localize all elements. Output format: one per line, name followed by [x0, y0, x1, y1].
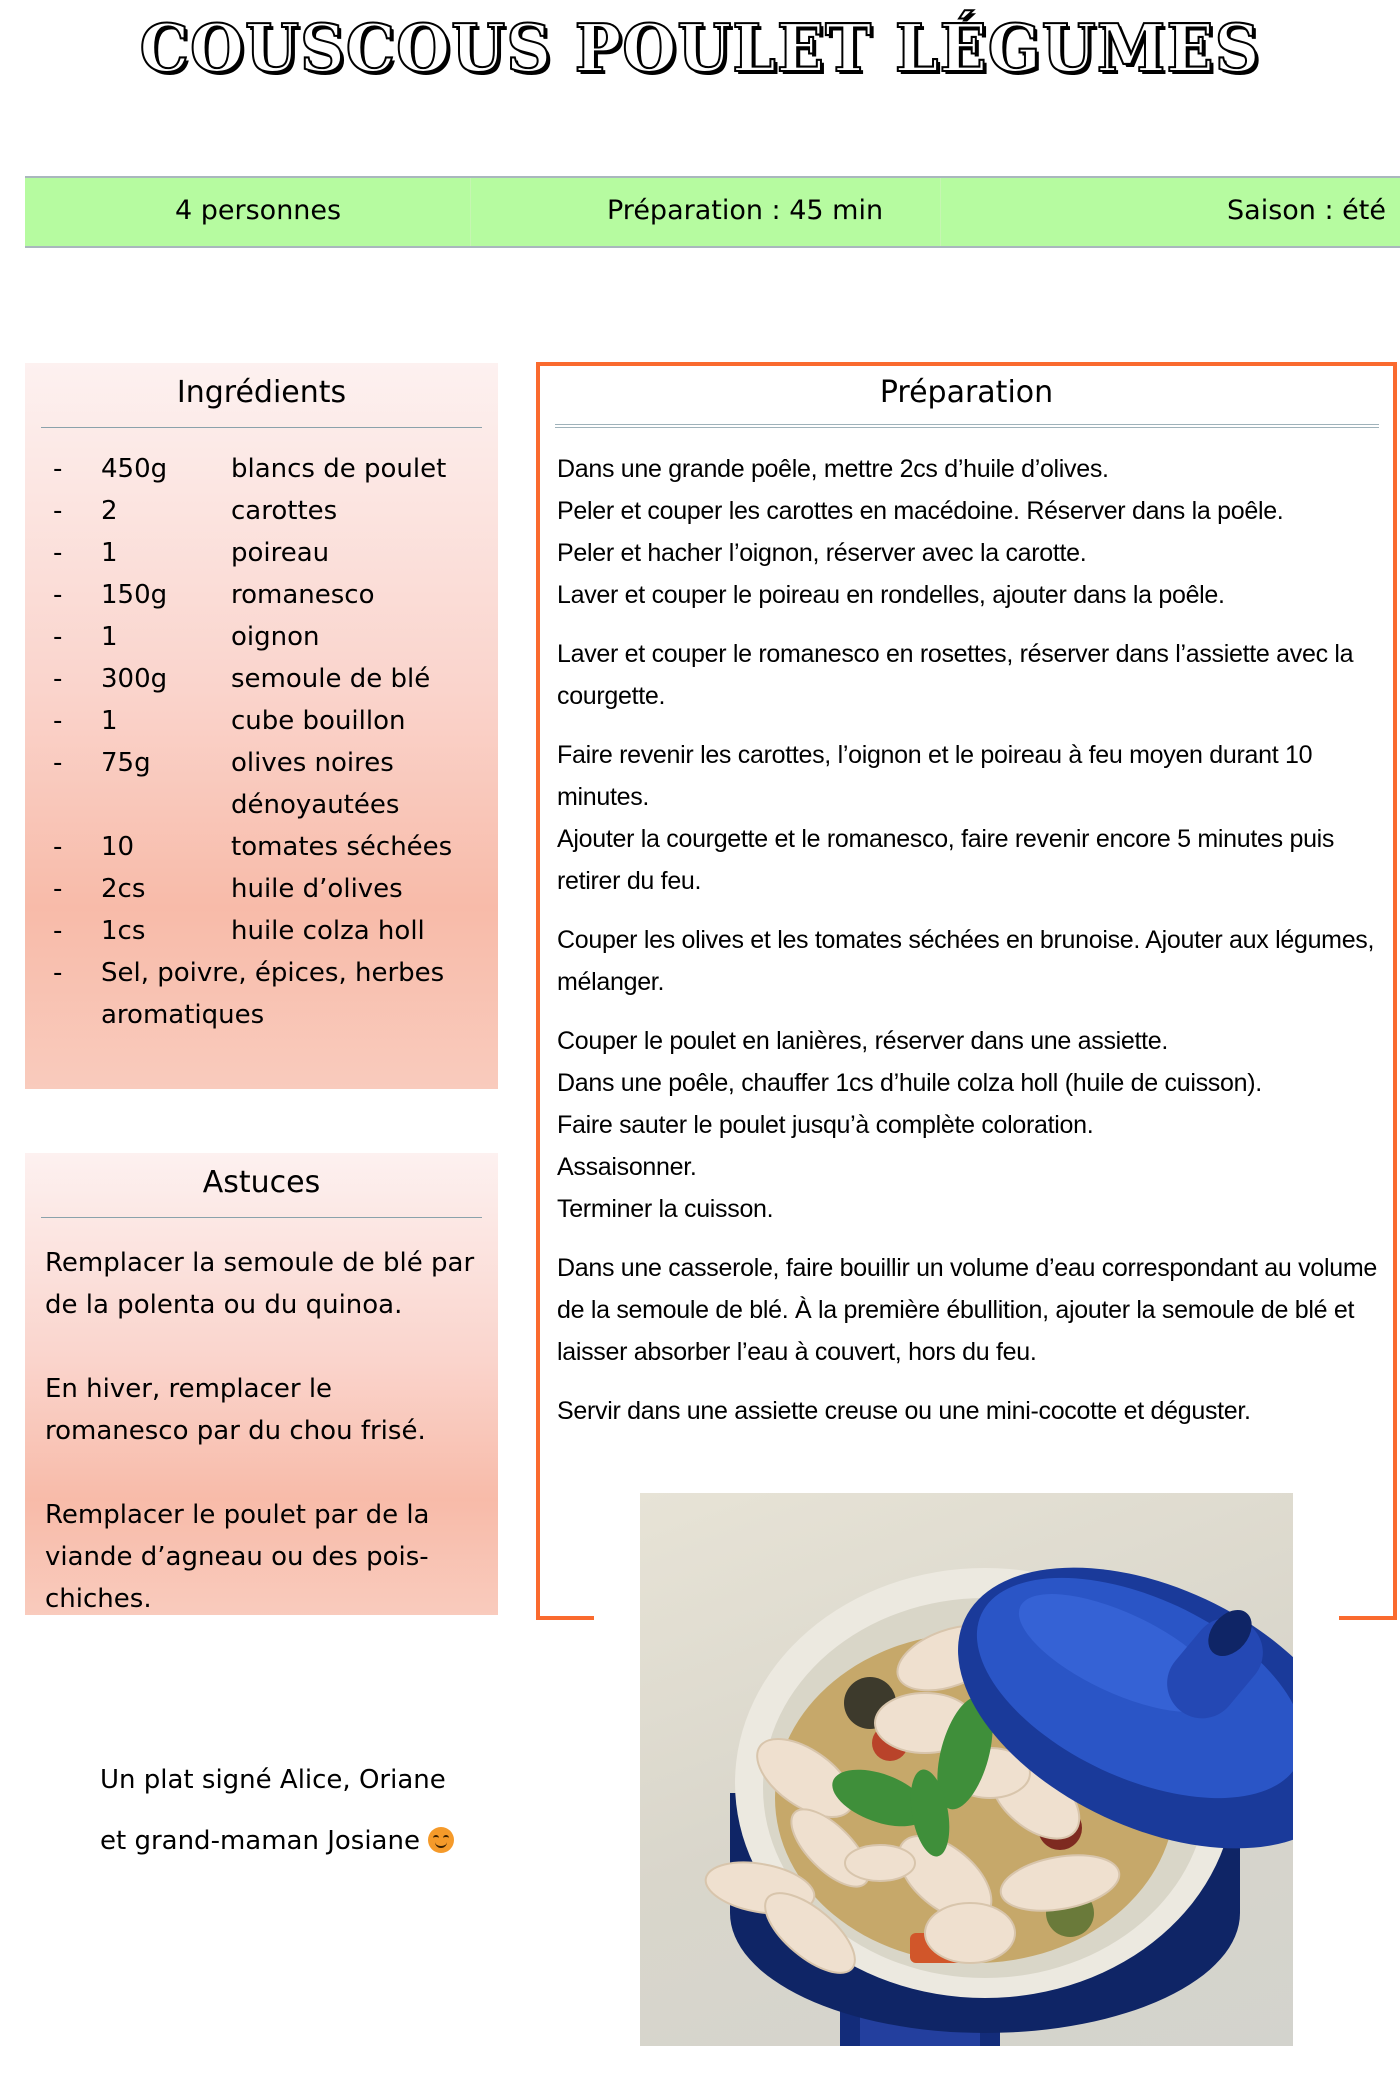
frame-bottom-left	[536, 1616, 594, 1620]
preparation-step: Dans une casserole, faire bouillir un volume d’eau correspondant au volume de la semoule de blé. À la première ébullition, ajouter la semoule de blé et laisser absorber l’eau à couvert, hors du feu.	[557, 1254, 1377, 1366]
info-divider	[470, 178, 471, 246]
ingredient-item	[25, 910, 498, 952]
tips-list	[25, 1218, 498, 1620]
ingredient-name: carottes	[231, 496, 338, 526]
preparation-step: Laver et couper le romanesco en rosettes, réserver dans l’assiette avec la courgette.	[557, 640, 1354, 710]
preparation-paragraph	[557, 734, 1387, 902]
preparation-step: Terminer la cuisson.	[557, 1195, 774, 1223]
ingredient-item	[25, 448, 498, 490]
preparation-step: Ajouter la courgette et le romanesco, faire revenir encore 5 minutes puis retirer du feu.	[557, 825, 1335, 895]
bullet-dash: -	[53, 496, 63, 526]
preparation-paragraph	[557, 919, 1387, 1003]
ingredient-item	[25, 868, 498, 910]
bullet-dash: -	[53, 748, 63, 778]
preparation-step: Assaisonner.	[557, 1153, 697, 1181]
smiling-face-icon	[428, 1827, 454, 1853]
ingredient-name: olives noires dénoyautées	[231, 748, 400, 820]
preparation-paragraph	[557, 1020, 1387, 1230]
divider	[555, 424, 1379, 428]
bullet-dash: -	[53, 580, 63, 610]
bullet-dash: -	[53, 832, 63, 862]
preparation-step: Dans une poêle, chauffer 1cs d’huile colza holl (huile de cuisson).	[557, 1069, 1262, 1097]
ingredient-quantity: 1	[101, 706, 118, 736]
ingredient-quantity: 150g	[101, 580, 168, 610]
bullet-dash: -	[53, 454, 63, 484]
tip-item: En hiver, remplacer le romanesco par du chou frisé.	[45, 1374, 426, 1446]
signature-line: Un plat signé Alice, Oriane	[100, 1765, 446, 1795]
info-bar	[25, 176, 1400, 248]
ingredient-name: semoule de blé	[231, 664, 431, 694]
preparation-step: Couper le poulet en lanières, réserver dans une assiette.	[557, 1027, 1169, 1055]
ingredient-name: huile colza holl	[231, 916, 425, 946]
preparation-step: Peler et hacher l’oignon, réserver avec la carotte.	[557, 539, 1087, 567]
bullet-dash: -	[53, 664, 63, 694]
tip-item: Remplacer le poulet par de la viande d’agneau ou des pois-chiches.	[45, 1500, 430, 1614]
ingredients-list	[25, 428, 498, 1036]
ingredient-name: romanesco	[231, 580, 375, 610]
ingredient-item	[25, 574, 498, 616]
ingredients-heading: Ingrédients	[176, 375, 347, 410]
tips-panel	[25, 1153, 498, 1615]
dish-photo	[640, 1493, 1293, 2046]
ingredient-quantity: 450g	[101, 454, 168, 484]
ingredient-item	[25, 616, 498, 658]
frame-bottom-right	[1339, 1616, 1397, 1620]
preparation-step: Couper les olives et les tomates séchées en brunoise. Ajouter aux légumes, mélanger.	[557, 926, 1375, 996]
ingredient-quantity: 75g	[101, 748, 151, 778]
ingredient-item	[25, 700, 498, 742]
info-divider	[940, 178, 941, 246]
tip-item: Remplacer la semoule de blé par de la polenta ou du quinoa.	[45, 1248, 475, 1320]
preparation-step: Faire revenir les carottes, l’oignon et le poireau à feu moyen durant 10 minutes.	[557, 741, 1313, 811]
ingredient-name: oignon	[231, 622, 320, 652]
preparation-step: Dans une grande poêle, mettre 2cs d’huile d’olives.	[557, 455, 1109, 483]
ingredient-name: poireau	[231, 538, 330, 568]
bullet-dash: -	[53, 916, 63, 946]
preparation-steps	[557, 448, 1387, 1449]
signature-line	[100, 1811, 454, 1872]
ingredient-quantity: 10	[101, 832, 135, 862]
tips-heading: Astuces	[202, 1165, 321, 1200]
ingredient-quantity: 2cs	[101, 874, 146, 904]
preparation-heading: Préparation	[879, 375, 1054, 410]
recipe-title: COUSCOUS POULET LÉGUMES	[139, 10, 1261, 87]
ingredient-item	[25, 952, 498, 1036]
bullet-dash: -	[53, 958, 63, 988]
bullet-dash: -	[53, 538, 63, 568]
ingredient-item	[25, 826, 498, 868]
signature-line-text: et grand-maman Josiane	[100, 1826, 420, 1856]
bullet-dash: -	[53, 874, 63, 904]
preparation-paragraph	[557, 448, 1387, 616]
ingredient-name: cube bouillon	[231, 706, 406, 736]
ingredient-item	[25, 490, 498, 532]
ingredient-quantity: 1	[101, 538, 118, 568]
ingredient-name: tomates séchées	[231, 832, 453, 862]
bullet-dash: -	[53, 622, 63, 652]
signature	[100, 1750, 454, 1872]
preparation-step: Peler et couper les carottes en macédoine. Réserver dans la poêle.	[557, 497, 1284, 525]
ingredient-quantity: 2	[101, 496, 118, 526]
ingredient-name: Sel, poivre, épices, herbes aromatiques	[101, 958, 445, 1030]
preparation-paragraph	[557, 633, 1387, 717]
ingredient-name: blancs de poulet	[231, 454, 447, 484]
preparation-step: Laver et couper le poireau en rondelles, ajouter dans la poêle.	[557, 581, 1225, 609]
bullet-dash: -	[53, 706, 63, 736]
preparation-step: Faire sauter le poulet jusqu’à complète coloration.	[557, 1111, 1094, 1139]
servings: 4 personnes	[175, 195, 342, 226]
preparation-paragraph	[557, 1390, 1387, 1432]
ingredient-quantity: 300g	[101, 664, 168, 694]
ingredient-name: huile d’olives	[231, 874, 403, 904]
preparation-step: Servir dans une assiette creuse ou une mini-cocotte et déguster.	[557, 1397, 1251, 1425]
ingredient-quantity: 1cs	[101, 916, 146, 946]
prep-time: Préparation : 45 min	[607, 195, 884, 226]
cocotte-illustration	[640, 1493, 1293, 2046]
ingredient-item	[25, 742, 498, 826]
ingredient-quantity: 1	[101, 622, 118, 652]
preparation-paragraph	[557, 1247, 1387, 1373]
ingredient-item	[25, 532, 498, 574]
ingredients-panel	[25, 363, 498, 1089]
ingredient-item	[25, 658, 498, 700]
season: Saison : été	[1227, 195, 1386, 226]
